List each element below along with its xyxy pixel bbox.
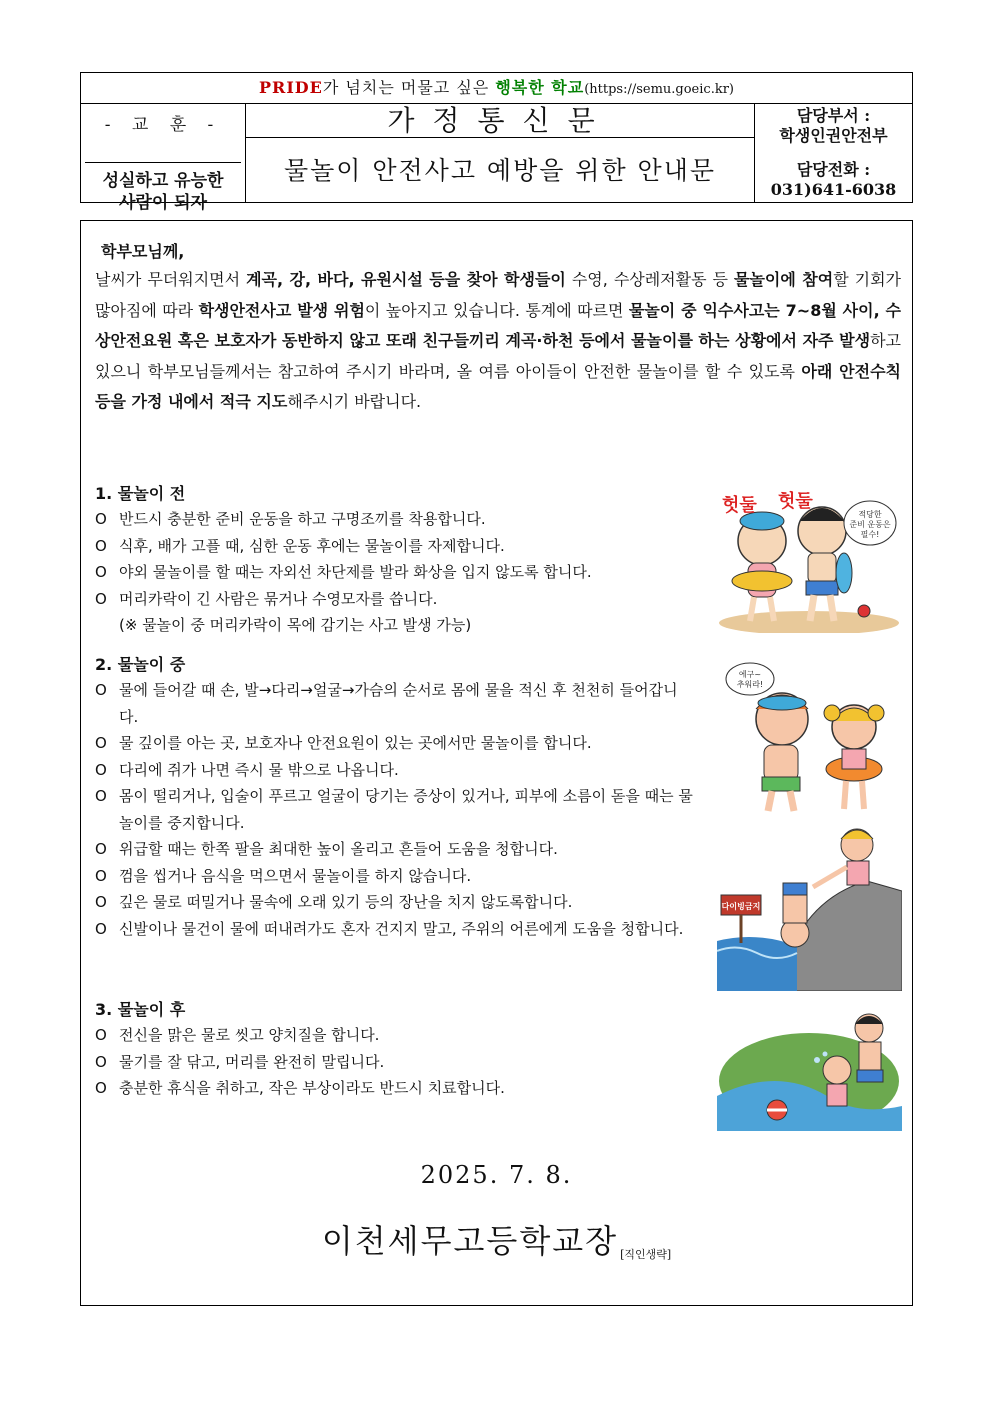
svg-text:헛둘: 헛둘 [778,491,813,512]
motto-line-1: 성실하고 유능한 [102,171,224,191]
section-during-list [95,677,695,942]
intro-emphasis: 물놀이 중 익수사고는 7~8월 사이, 수상안전요원 혹은 보호자가 동반하지 않고 또래 친구들끼리 계곡·하천 등에서 물놀이를 하는 상황에서 자주 발생 [95,300,902,350]
slogan-happy-school: 행복한 학교 [495,78,585,97]
bullet-marker: O [95,589,107,608]
bullet-marker: O [95,893,107,911]
title-column [246,104,754,202]
list-item-text: 신발이나 물건이 물에 떠내려가도 혼자 건지지 말고, 주위의 어른에게 도움을 청합니다. [119,919,684,938]
slogan-middle: 가 넘치는 머물고 싶은 [322,78,496,97]
list-item-text: 물에 들어갈 때 손, 발→다리→얼굴→가슴의 순서로 몸에 물을 적신 후 천천히 들어갑니다. [119,681,678,726]
intro-emphasis: 물놀이에 참여 [733,270,834,289]
svg-text:준비 운동은: 준비 운동은 [849,520,891,529]
bullet-marker: O [95,760,107,779]
phone-label: 담당전화 : [796,160,871,179]
list-item-text: 물기를 잘 닦고, 머리를 완전히 말립니다. [119,1052,385,1071]
motto-text [81,170,245,214]
list-item-text: 껌을 씹거나 음식을 먹으면서 물놀이를 하지 않습니다. [119,866,472,885]
list-item-text: 식후, 배가 고플 때, 심한 운동 후에는 물놀이를 자제합니다. [119,536,505,555]
intro-text: 날씨가 무더워지면서 [95,270,247,289]
intro-text: 해주시기 바랍니다. [287,392,422,411]
svg-text:적당한: 적당한 [858,510,882,519]
intro-text: 하고 있으니 학부모님들께서는 참고하여 주시기 바라며, 올 여름 아이들이 안전한 물놀이를 할 수 있도록 [95,331,901,381]
list-item [95,757,695,784]
school-slogan [81,73,912,104]
seal-omitted-note: [직인생략] [620,1248,672,1261]
header-table [80,72,913,213]
bullet-marker: O [95,1026,107,1044]
list-item [95,1049,695,1076]
bullet-marker: O [95,866,107,885]
newsletter-title: 가정통신문 [246,104,754,138]
section-after-list [95,1022,695,1102]
list-item [95,1022,695,1049]
letter-body [80,220,913,1306]
list-item-text: 몸이 떨리거나, 입술이 푸르고 얼굴이 당기는 증상이 있거나, 피부에 소름이 돋을 때는 물놀이를 중지합니다. [119,787,693,832]
svg-text:다이빙금지: 다이빙금지 [721,902,761,911]
list-item [95,559,695,586]
list-item-text: 다리에 쥐가 나면 즉시 물 밖으로 나옵니다. [119,760,399,779]
list-item-text: 깊은 물로 떠밀거나 물속에 오래 있기 등의 장난을 치지 않도록합니다. [119,893,573,911]
principal-signature [81,1216,912,1262]
svg-text:추워라!: 추워라! [736,680,764,689]
svg-text:헛둘: 헛둘 [722,495,757,516]
list-item-text: 반드시 충분한 준비 운동을 하고 구명조끼를 착용합니다. [119,510,486,528]
principal-name: 이천세무고등학교장 [321,1222,619,1260]
bullet-marker: O [95,1052,107,1071]
bullet-marker: O [95,1079,107,1097]
bullet-marker: O [95,536,107,555]
intro-text: 할 기회가 많아짐에 따라 [95,270,901,320]
section-during-title: 2. 물놀이 중 [95,655,186,674]
cold-water-illustration [714,651,904,816]
department-label: 담당부서 : [796,106,871,125]
svg-text:에구~: 에구~ [738,670,762,679]
intro-emphasis: 학생안전사고 발생 위험 [198,300,365,320]
section-before-note-wrap [95,612,695,639]
bullet-marker: O [95,734,107,752]
list-item [95,836,695,863]
list-item [95,916,695,943]
list-item [95,730,695,757]
diving-illustration [717,821,902,991]
phone-value: 031)641-6038 [770,180,897,199]
bullet-marker: O [95,681,107,699]
section-before-title: 1. 물놀이 전 [95,484,186,503]
bullet-marker: O [95,840,107,858]
greeting: 학부모님께, [101,242,185,261]
list-item-text: 전신을 맑은 물로 씻고 양치질을 합니다. [119,1026,380,1044]
list-item [95,506,695,533]
list-item [95,533,695,560]
slogan-pride: PRIDE [258,78,323,97]
bullet-marker: O [95,563,107,581]
school-motto [81,104,246,213]
motto-divider [85,162,241,163]
list-item-text: 야외 물놀이를 할 때는 자외선 차단제를 발라 화상을 입지 않도록 합니다. [119,563,592,581]
department-value: 학생인권안전부 [779,126,888,145]
list-item [95,1075,695,1102]
svg-text:필수!: 필수! [860,530,880,539]
department [755,106,912,146]
intro-emphasis: 아래 안전수칙 등을 가정 내에서 적극 지도 [95,361,901,411]
list-item [95,586,695,613]
phone [755,160,912,200]
motto-line-2: 사람이 되자 [118,193,208,213]
motto-title: - 교 훈 - [104,115,222,135]
list-item-text: 충분한 휴식을 취하고, 작은 부상이라도 반드시 치료합니다. [119,1079,505,1097]
bullet-marker: O [95,919,107,938]
intro-paragraph [95,265,901,418]
section-after-title: 3. 물놀이 후 [95,1000,186,1019]
after-play-illustration [717,1006,902,1131]
section-before-list [95,506,695,612]
intro-text: 수영, 수상레저활동 등 [565,270,734,289]
document-date: 2025. 7. 8. [420,1161,573,1189]
bullet-marker: O [95,510,107,528]
department-info [754,104,912,202]
school-url[interactable]: (https://semu.goeic.kr) [584,82,734,97]
intro-emphasis: 계곡, 강, 바다, 유원시설 등을 찾아 학생들이 [246,270,566,289]
list-item-text: 머리카락이 긴 사람은 묶거나 수영모자를 씁니다. [119,589,438,608]
list-item [95,677,695,730]
section-before-note: (※ 물놀이 중 머리카락이 목에 감기는 사고 발생 가능) [119,616,472,634]
list-item [95,863,695,890]
list-item-text: 물 깊이를 아는 곳, 보호자나 안전요원이 있는 곳에서만 물놀이를 합니다. [119,734,592,752]
warmup-illustration [714,483,904,633]
list-item [95,783,695,836]
list-item [95,889,695,916]
list-item-text: 위급할 때는 한쪽 팔을 최대한 높이 올리고 흔들어 도움을 청합니다. [119,840,558,858]
intro-text: 이 높아지고 있습니다. 통계에 따르면 [364,300,629,320]
document-subject: 물놀이 안전사고 예방을 위한 안내문 [283,156,717,185]
bullet-marker: O [95,787,107,805]
